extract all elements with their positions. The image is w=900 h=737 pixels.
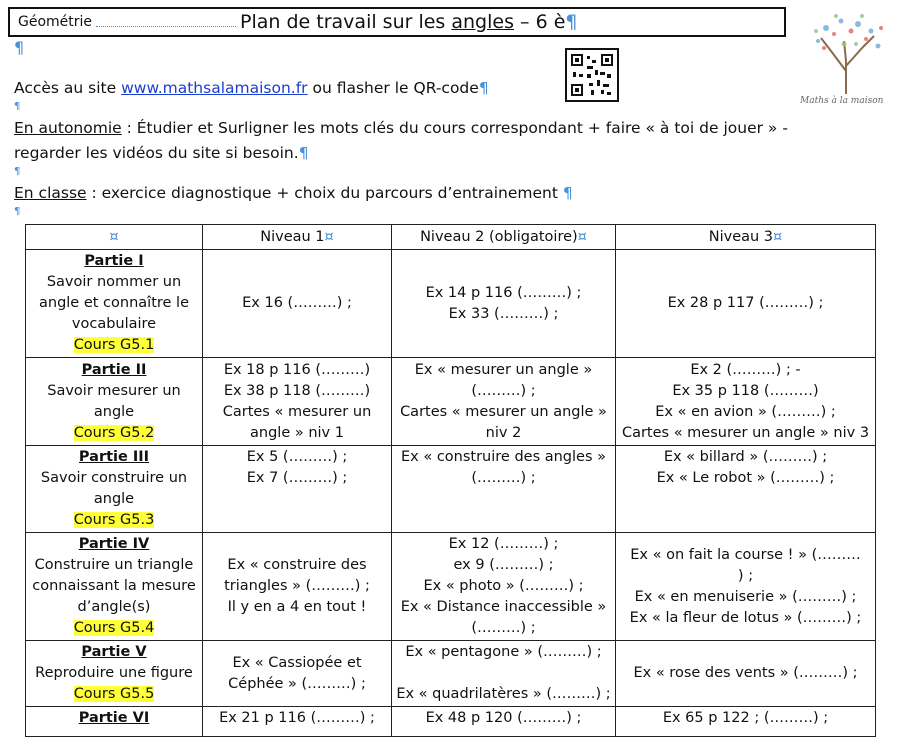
exercise-line: niv 2 xyxy=(485,424,522,441)
cours-reference: Cours G5.4 xyxy=(73,620,155,636)
part-description: angle xyxy=(93,491,135,507)
header-niveau-2: Niveau 2 (obligatoire)¤ xyxy=(392,225,616,250)
exercise-line: Il y en a 4 en tout ! xyxy=(227,599,367,615)
exercise-line: Ex « on fait la course ! » (……… xyxy=(630,546,861,563)
level-cell-n3 xyxy=(616,446,876,533)
part-cell xyxy=(26,250,203,358)
table-row xyxy=(26,641,876,707)
level-cell-n2 xyxy=(392,707,616,737)
site-link[interactable]: www.mathsalamaison.fr xyxy=(121,79,308,97)
autonomie-line-2: regarder les vidéos du site si besoin.¶ xyxy=(14,144,309,162)
part-title: Partie VI xyxy=(78,710,150,726)
exercise-line: Ex 5 (………) ; xyxy=(246,449,348,465)
classe-label: En classe xyxy=(14,184,87,202)
level-cell-n2 xyxy=(392,358,616,446)
part-description: Savoir nommer un xyxy=(46,274,182,290)
exercise-line: Cartes « mesurer un xyxy=(222,403,372,420)
autonomie-line: En autonomie : Étudier et Surligner les mots clés du cours correspondant + faire « à toi de jouer » - xyxy=(14,119,788,137)
exercise-line: Ex « construire des angles » xyxy=(400,449,606,465)
level-cell-n1 xyxy=(203,250,392,358)
exercise-line: Ex 21 p 116 (………) ; xyxy=(219,710,375,726)
part-title: Partie V xyxy=(81,644,147,660)
pilcrow-mark: ¶ xyxy=(14,206,21,217)
part-title: Partie I xyxy=(84,253,144,269)
table-row xyxy=(26,446,876,533)
exercise-line: (………) ; xyxy=(471,620,536,636)
level-cell-n3 xyxy=(616,358,876,446)
level-cell-n2 xyxy=(392,446,616,533)
header-niveau-3: Niveau 3¤ xyxy=(616,225,876,250)
exercise-line: Céphée » (………) ; xyxy=(228,675,366,692)
exercise-line: Ex « photo » (………) ; xyxy=(423,578,584,594)
part-description: angle et connaître le xyxy=(39,295,189,311)
exercise-line: Ex 7 (………) ; xyxy=(246,470,348,486)
exercise-line: Ex « en avion » (………) ; xyxy=(655,403,836,420)
subject-label: Géométrie xyxy=(18,14,93,30)
table-row xyxy=(26,707,876,737)
part-description: connaissant la mesure xyxy=(32,578,196,594)
exercise-line: Ex « rose des vents » (………) ; xyxy=(633,665,858,681)
exercise-line: ) ; xyxy=(737,567,754,584)
exercise-line: Ex 28 p 117 (………) ; xyxy=(667,295,824,311)
part-cell xyxy=(26,641,203,707)
table-row xyxy=(26,533,876,641)
level-cell-n1 xyxy=(203,641,392,707)
header-dotted-leader xyxy=(96,26,236,27)
exercise-line: ex 9 (………) ; xyxy=(453,557,554,573)
svg-text:Maths à la maison: Maths à la maison xyxy=(800,96,884,106)
pilcrow-mark: ¶ xyxy=(14,101,21,112)
part-title: Partie II xyxy=(81,361,147,378)
level-cell-n3 xyxy=(616,707,876,737)
table-row xyxy=(26,250,876,358)
exercise-line: Ex 35 p 118 (………) xyxy=(672,382,819,399)
exercise-line: Ex 16 (………) ; xyxy=(242,295,352,311)
exercise-line: Ex 2 (………) ; - xyxy=(690,361,801,378)
level-cell-n3 xyxy=(616,641,876,707)
work-plan-table xyxy=(25,224,875,737)
part-description: d’angle(s) xyxy=(77,599,151,615)
exercise-line xyxy=(395,663,612,684)
level-cell-n1 xyxy=(203,446,392,533)
access-line: Accès au site www.mathsalamaison.fr ou flasher le QR-code¶ xyxy=(14,79,489,97)
exercise-line: Ex « mesurer un angle » xyxy=(414,361,593,378)
exercise-line: Ex 33 (………) ; xyxy=(448,305,559,322)
level-cell-n2 xyxy=(392,250,616,358)
part-cell xyxy=(26,358,203,446)
exercise-line: Ex « quadrilatères » (………) ; xyxy=(396,686,611,702)
exercise-line: angle » niv 1 xyxy=(250,424,344,441)
exercise-line: Ex « la fleur de lotus » (………) ; xyxy=(629,609,862,626)
exercise-line: Ex 12 (………) ; xyxy=(448,536,559,552)
page-header xyxy=(8,7,786,37)
exercise-line: Ex « Cassiopée et xyxy=(232,654,362,671)
exercise-line: Cartes « mesurer un angle » xyxy=(400,403,607,420)
table-body xyxy=(26,250,876,737)
part-description: angle xyxy=(93,403,135,420)
level-cell-n2 xyxy=(392,641,616,707)
part-title: Partie IV xyxy=(78,536,150,552)
header-empty: ¤ xyxy=(26,225,203,250)
qr-code-icon xyxy=(565,48,619,102)
level-cell-n1 xyxy=(203,533,392,641)
exercise-line: Cartes « mesurer un angle » niv 3 xyxy=(621,424,870,441)
level-cell-n2 xyxy=(392,533,616,641)
exercise-line: Ex « en menuiserie » (………) ; xyxy=(634,588,857,605)
header-niveau-1: Niveau 1¤ xyxy=(203,225,392,250)
table-row xyxy=(26,358,876,446)
part-description: vocabulaire xyxy=(71,316,157,332)
part-cell xyxy=(26,446,203,533)
part-description: Reproduire une figure xyxy=(35,665,193,681)
exercise-line: Ex « Distance inaccessible » xyxy=(400,599,607,615)
exercise-line: Ex 38 p 118 (………) xyxy=(223,382,371,399)
classe-line: En classe : exercice diagnostique + choix du parcours d’entrainement ¶ xyxy=(14,184,573,202)
title-keyword: angles xyxy=(451,11,514,33)
level-cell-n3 xyxy=(616,533,876,641)
part-description: Savoir mesurer un xyxy=(47,382,181,399)
cours-reference: Cours G5.2 xyxy=(73,424,155,441)
level-cell-n1 xyxy=(203,358,392,446)
tree-logo-icon xyxy=(796,6,896,106)
exercise-line: (………) ; xyxy=(471,382,536,399)
pilcrow-mark: ¶ xyxy=(14,166,21,177)
exercise-line: triangles » (………) ; xyxy=(224,578,370,594)
level-cell-n1 xyxy=(203,707,392,737)
exercise-line: Ex 48 p 120 (………) ; xyxy=(425,710,582,726)
cours-reference: Cours G5.5 xyxy=(73,686,155,702)
part-cell xyxy=(26,533,203,641)
part-cell xyxy=(26,707,203,737)
part-description: Savoir construire un xyxy=(40,470,188,486)
part-title: Partie III xyxy=(78,449,150,465)
exercise-line: Ex « billard » (………) ; xyxy=(663,449,828,465)
exercise-line: Ex « construire des xyxy=(227,557,367,573)
cours-reference: Cours G5.3 xyxy=(73,512,155,528)
exercise-line: Ex « pentagone » (………) ; xyxy=(405,644,602,660)
pilcrow-mark: ¶ xyxy=(14,38,25,57)
exercise-line: Ex 14 p 116 (………) ; xyxy=(425,284,582,301)
page-title: Plan de travail sur les angles – 6 è¶ xyxy=(240,11,578,33)
cours-reference: Cours G5.1 xyxy=(73,337,155,353)
exercise-line: Ex 18 p 116 (………) xyxy=(223,361,371,378)
exercise-line: Ex 65 p 122 ; (………) ; xyxy=(662,710,829,726)
exercise-line: (………) ; xyxy=(471,470,536,486)
level-cell-n3 xyxy=(616,250,876,358)
part-description: Construire un triangle xyxy=(34,557,194,573)
exercise-line: Ex « Le robot » (………) ; xyxy=(656,470,835,486)
autonomie-label: En autonomie xyxy=(14,119,122,137)
